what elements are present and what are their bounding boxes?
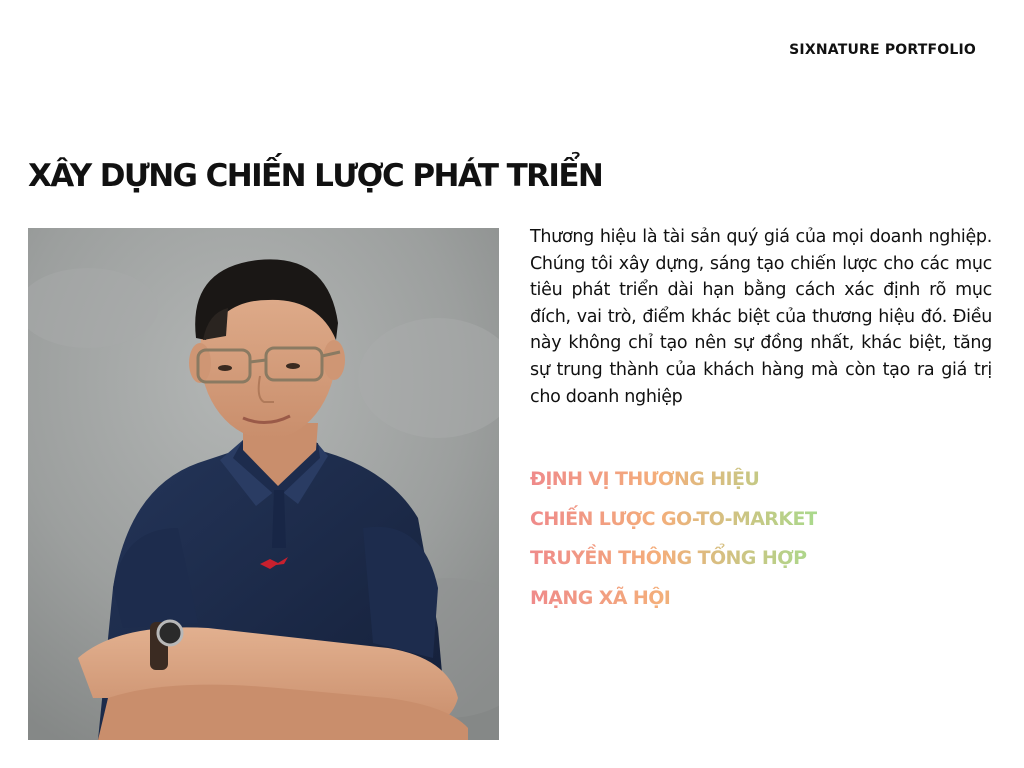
page-title: XÂY DỰNG CHIẾN LƯỢC PHÁT TRIỂN <box>28 158 603 194</box>
service-item-brand-positioning: ĐỊNH VỊ THƯƠNG HIỆU <box>530 460 817 500</box>
service-item-go-to-market: CHIẾN LƯỢC GO-TO-MARKET <box>530 500 817 540</box>
portfolio-brand: SIXNATURE PORTFOLIO <box>789 42 976 58</box>
service-item-social-media: MẠNG XÃ HỘI <box>530 579 817 619</box>
portrait-illustration <box>28 228 499 740</box>
service-item-integrated-communication: TRUYỀN THÔNG TỔNG HỢP <box>530 539 817 579</box>
services-list <box>530 460 817 618</box>
portrait-photo <box>28 228 499 740</box>
description-paragraph: Thương hiệu là tài sản quý giá của mọi doanh nghiệp. Chúng tôi xây dựng, sáng tạo chiến lược cho các mục tiêu phát triển dài hạn bằng cách xác định rõ mục đích, vai trò, điểm khác biệt của thương hiệu đó. Điều này không chỉ tạo nên sự đồng nhất, khác biệt, tăng sự trung thành của khách hàng mà còn tạo ra giá trị cho doanh nghiệp <box>530 227 992 407</box>
